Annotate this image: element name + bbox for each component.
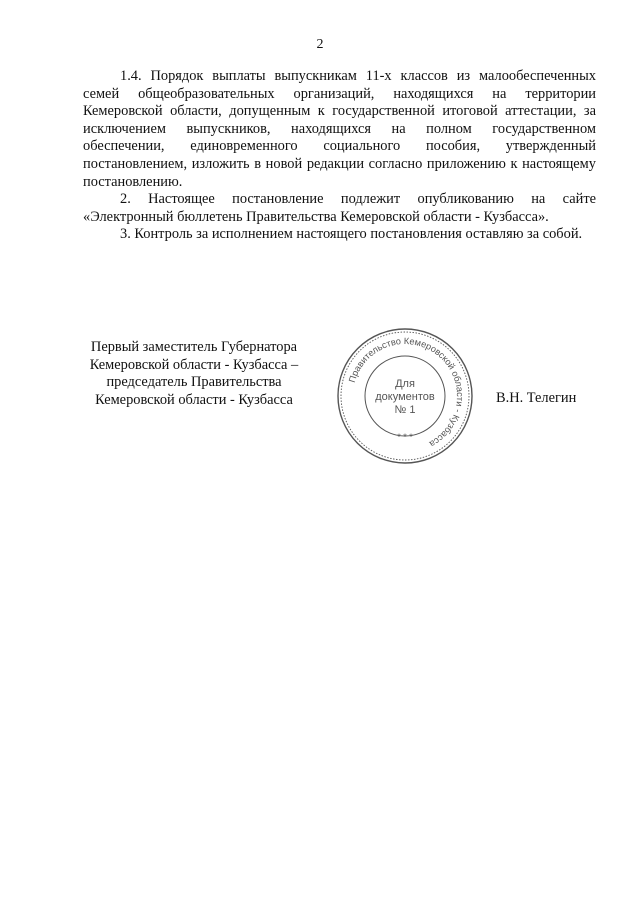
signer-position-line: Кемеровской области - Кузбасса –: [89, 356, 299, 373]
signer-position-line: Кемеровской области - Кузбасса: [95, 391, 293, 408]
seal-center-line-3: № 1: [394, 404, 416, 416]
paragraph-1-4: 1.4. Порядок выплаты выпускникам 11-х классов из малообеспеченных семей общеобразовательных организаций, находящихся на территории Кемеровской области, допущенным к государственной итоговой аттестации, за исключением выпускников, находящихся на полном государственном обеспечении, единовременного социального пособия, утвержденный постановлением, изложить в новой редакции согласно приложению к настоящему постановлению.: [83, 68, 596, 190]
signer-position: [83, 339, 305, 409]
paragraph-3: 3. Контроль за исполнением настоящего постановления оставляю за собой.: [120, 226, 583, 243]
page-number: 2: [316, 37, 324, 52]
seal-ring-text: Правительство Кемеровской области - Кузбасса: [346, 335, 466, 450]
seal-center-line-1: Для: [395, 378, 415, 390]
seal-graphic: [336, 327, 474, 465]
official-seal: [336, 327, 474, 465]
signer-name: В.Н. Телегин: [496, 390, 577, 406]
seal-stars: * * *: [397, 432, 413, 442]
signer-position-line: председатель Правительства: [106, 374, 282, 390]
document-body: [83, 68, 596, 244]
signer-position-line: Первый заместитель Губернатора: [90, 339, 298, 355]
seal-center-line-2: документов: [375, 391, 435, 403]
paragraph-2: 2. Настоящее постановление подлежит опубликованию на сайте «Электронный бюллетень Правительства Кемеровской области - Кузбасса».: [83, 191, 596, 225]
